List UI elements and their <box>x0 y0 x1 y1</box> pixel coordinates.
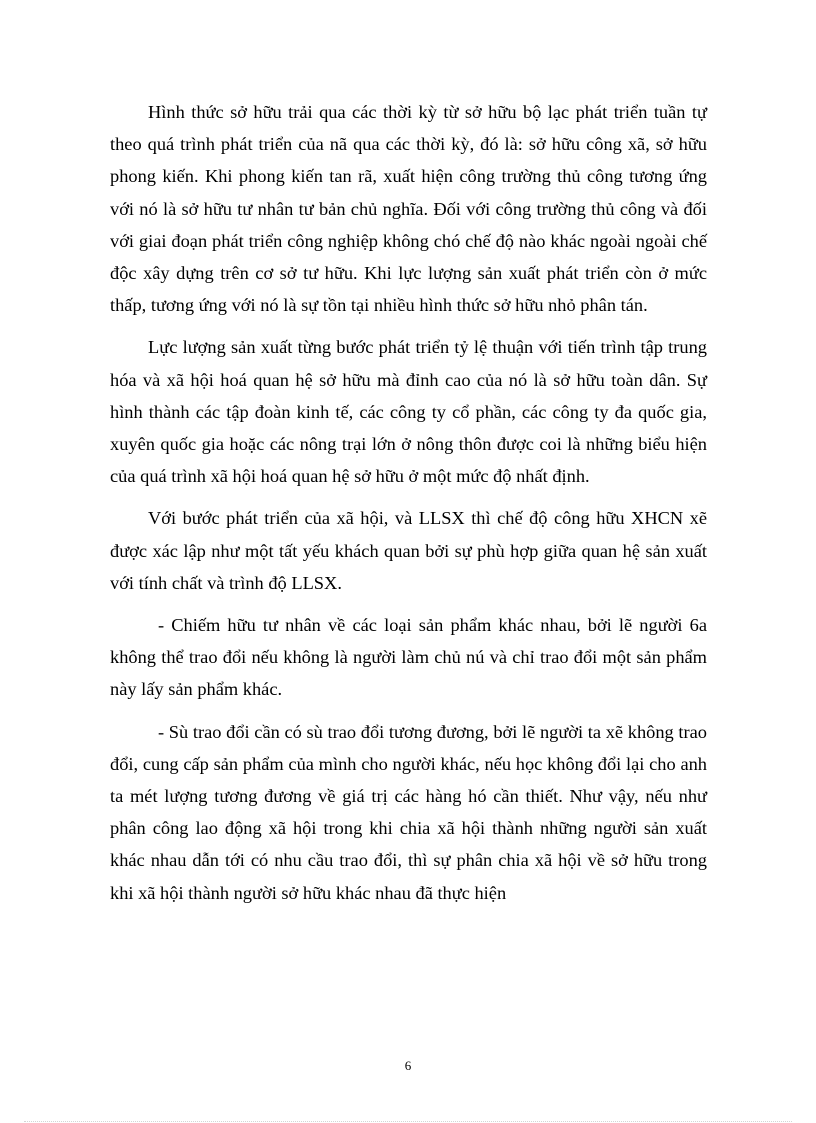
page-bottom-border <box>24 1121 792 1122</box>
paragraph-productive-forces: Lực lượng sản xuất từng bước phát triển tỷ lệ thuận với tiến trình tập trung hóa và xã hội hoá quan hệ sở hữu mà đỉnh cao của nó là sở hữu toàn dân. Sự hình thành các tập đoàn kinh tế, các công ty cổ phần, các công ty đa quốc gia, xuyên quốc gia hoặc các nông trại lớn ở nông thôn được coi là những biểu hiện của quá trình xã hội hoá quan hệ sở hữu ở một mức độ nhất định. <box>110 337 707 487</box>
page-number: 6 <box>404 1058 412 1073</box>
body-text <box>110 96 707 919</box>
paragraph-private-possession: - Chiếm hữu tư nhân về các loại sản phẩm khác nhau, bởi lẽ người 6a không thể trao đổi nếu không là người làm chủ nú và chỉ trao đổi một sản phẩm này lấy sản phẩm khác. <box>110 615 707 700</box>
paragraph-equivalent-exchange: - Sù trao đổi cần có sù trao đổi tương đương, bởi lẽ người ta xẽ không trao đổi, cung cấp sản phẩm của mình cho người khác, nếu học không đổi lại cho anh ta mét lượng tương đương về giá trị các hàng hó cần thiết. Như vậy, nếu như phân công lao động xã hội trong khi chia xã hội thành những người sản xuất khác nhau dẫn tới có nhu cầu trao đổi, thì sự phân chia xã hội về sở hữu trong khi xã hội thành người sở hữu khác nhau đã thực hiện <box>110 721 707 903</box>
paragraph-ownership-forms: Hình thức sở hữu trải qua các thời kỳ từ sở hữu bộ lạc phát triển tuần tự theo quá trình phát triển của nã qua các thời kỳ, đó là: sở hữu công xã, sở hữu phong kiến. Khi phong kiến tan rã, xuất hiện công trường thủ công tương ứng với nó là sở hữu tư nhân tư bản chủ nghĩa. Đối với công trường thủ công và đối với giai đoạn phát triển công nghiệp không chó chế độ nào khác ngoài ngoài chế độc xây dựng trên cơ sở tư hữu. Khi lực lượng sản xuất phát triển còn ở mức thấp, tương ứng với nó là sự tồn tại nhiều hình thức sở hữu nhỏ phân tán. <box>110 102 707 316</box>
paragraph-socialist-ownership: Với bước phát triển của xã hội, và LLSX thì chế độ công hữu XHCN xẽ được xác lập như một tất yếu khách quan bởi sự phù hợp giữa quan hệ sản xuất với tính chất và trình độ LLSX. <box>110 508 707 593</box>
